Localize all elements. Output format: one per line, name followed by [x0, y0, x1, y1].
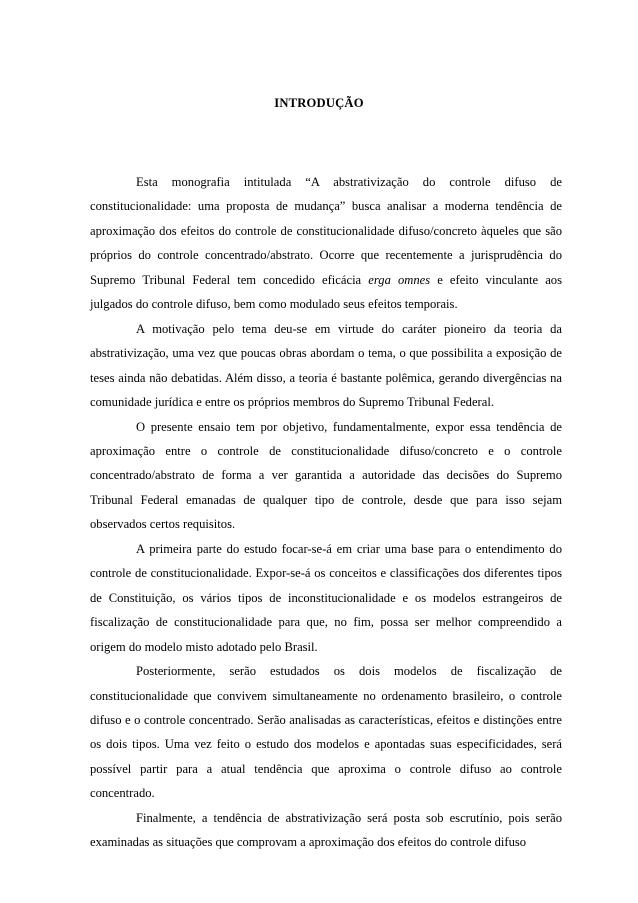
- paragraph-3: O presente ensaio tem por objetivo, fundamentalmente, expor essa tendência de aproximação entre o controle de constitucionalidade difuso/concreto e o controle concentrado/abstrato de forma a ver garantida a autoridade das decisões do Supremo Tribunal Federal emanadas de qualquer tipo de controle, desde que para isso sejam observados certos requisitos.: [90, 419, 562, 532]
- paragraph-1-text-end: e efeito vinculante aos julgados do controle difuso, bem como modulado seus efeitos temporais.: [90, 272, 562, 312]
- paragraph-4: A primeira parte do estudo focar-se-á em criar uma base para o entendimento do controle de constitucionalidade. Expor-se-á os conceitos e classificações dos diferentes tipos de Constituição, os vários tipos de inconstitucionalidade e os modelos estrangeiros de fiscalização de constitucionalidade para que, no fim, possa ser melhor compreendido a origem do modelo misto adotado pelo Brasil.: [90, 541, 562, 654]
- paragraph-2: A motivação pelo tema deu-se em virtude do caráter pioneiro da teoria da abstrativização, uma vez que poucas obras abordam o tema, o que possibilita a exposição de teses ainda não debatidas. Além disso, a teoria é bastante polêmica, gerando divergências na comunidade jurídica e entre os próprios membros do Supremo Tribunal Federal.: [90, 321, 562, 410]
- page-title: INTRODUÇÃO: [274, 96, 364, 110]
- paragraph-1-emphasis: erga omnes: [368, 272, 431, 287]
- paragraph-1: [90, 170, 562, 317]
- paragraph-1-text-start: Esta monografia intitulada “A abstrativização do controle difuso de constitucionalidade: uma proposta de mudança” busca analisar a moderna tendência de aproximação dos efeitos do controle de constitucionalidade difuso/concreto àqueles que são próprios do controle concentrado/abstrato. Ocorre que recentemente a jurisprudência do Supremo Tribunal Federal tem concedido eficácia: [90, 175, 562, 287]
- paragraph-5: Posteriormente, serão estudados os dois modelos de fiscalização de constitucionalidade que convivem simultaneamente no ordenamento brasileiro, o controle difuso e o controle concentrado. Serão analisadas as características, efeitos e distinções entre os dois tipos. Uma vez feito o estudo dos modelos e apontadas suas especificidades, será possível partir para a atual tendência que aproxima o controle difuso ao controle concentrado.: [90, 664, 562, 801]
- document-body: [90, 170, 562, 855]
- paragraph-6: Finalmente, a tendência de abstrativização será posta sob escrutínio, pois serão examinadas as situações que comprovam a aproximação dos efeitos do controle difuso: [90, 810, 562, 850]
